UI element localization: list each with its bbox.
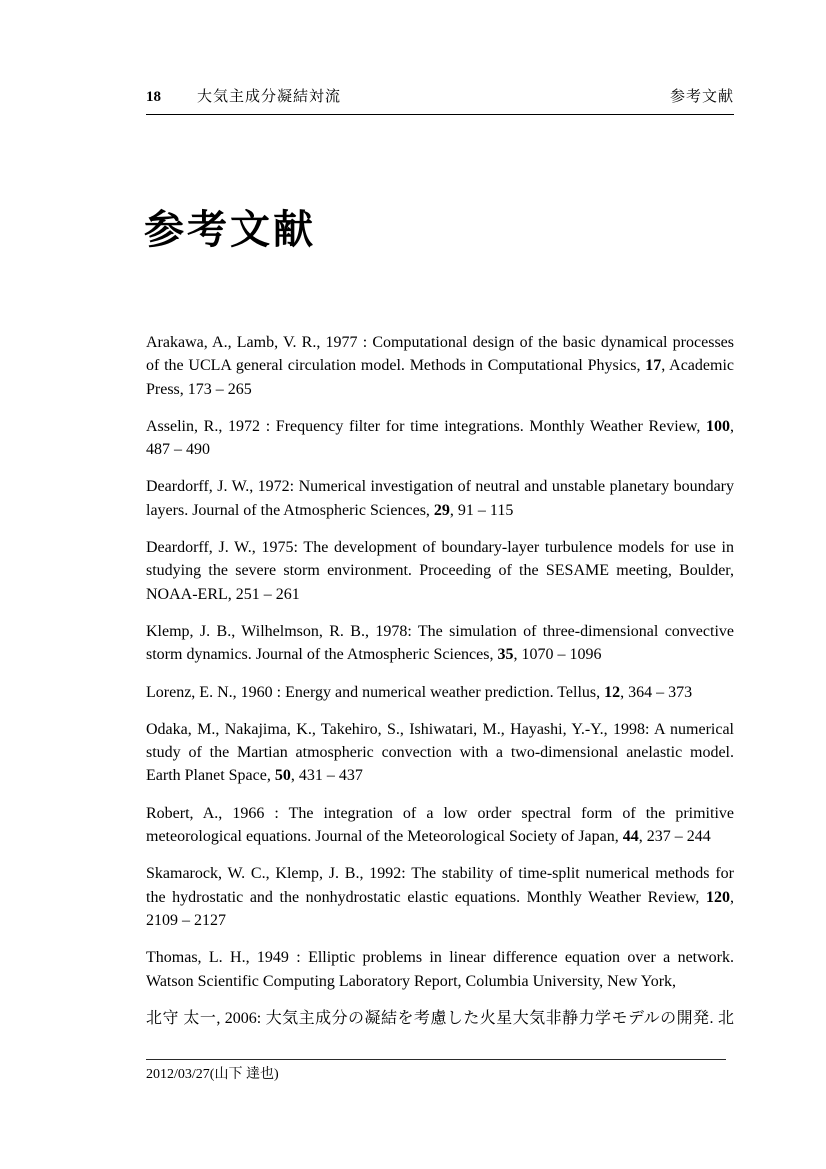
- page-number: 18: [146, 89, 161, 105]
- reference-text: , 1070 – 1096: [513, 646, 602, 664]
- reference-text: 北守 太一, 2006: 大気主成分の凝結を考慮した火星大気非静力学モデルの開発. 北: [146, 1009, 734, 1027]
- reference-entry: [146, 620, 734, 667]
- reference-text: Deardorff, J. W., 1975: The development of boundary-layer turbulence models for use in studying the severe storm environment. Proceeding of the SESAME meeting, Boulder, NOAA-ERL, 251 – 261: [146, 539, 734, 603]
- reference-text: , 364 – 373: [620, 683, 693, 701]
- reference-text: Deardorff, J. W., 1972: Numerical investigation of neutral and unstable planetary boundary layers. Journal of the Atmospheric Sciences,: [146, 478, 734, 519]
- chapter-title: 参考文献: [144, 208, 316, 252]
- reference-text: , 2109 – 2127: [146, 888, 734, 929]
- reference-entry: [146, 475, 734, 522]
- reference-entry: [146, 331, 734, 401]
- reference-text: Klemp, J. B., Wilhelmson, R. B., 1978: The simulation of three-dimensional convective storm dynamics. Journal of the Atmospheric Sciences,: [146, 622, 734, 664]
- reference-list: [146, 331, 734, 1030]
- reference-text: Arakawa, A., Lamb, V. R., 1977 : Computational design of the basic dynamical processes of the UCLA general circulation model. Methods in Computational Physics,: [146, 334, 734, 375]
- reference-text: Skamarock, W. C., Klemp, J. B., 1992: The stability of time-split numerical methods for the hydrostatic and the nonhydrostatic elastic equations. Monthly Weather Review,: [146, 865, 734, 906]
- reference-text: , 91 – 115: [449, 501, 514, 519]
- reference-text: Asselin, R., 1972 : Frequency filter for time integrations. Monthly Weather Review,: [146, 417, 706, 435]
- footer-rule: [146, 1059, 726, 1060]
- reference-text: Odaka, M., Nakajima, K., Takehiro, S., Ishiwatari, M., Hayashi, Y.-Y., 1998: A numerical study of the Martian atmospheric convection with a two-dimensional anelastic model. Earth Planet Space,: [146, 720, 734, 785]
- reference-entry: [146, 946, 734, 993]
- reference-entry: [146, 862, 734, 932]
- volume-number: 12: [604, 683, 621, 701]
- reference-text: , Academic Press, 173 – 265: [146, 357, 734, 398]
- running-header: [146, 88, 734, 106]
- volume-number: 44: [622, 828, 639, 846]
- volume-number: 35: [497, 646, 514, 664]
- reference-text: , 431 – 437: [290, 767, 363, 785]
- volume-number: 120: [706, 888, 730, 906]
- reference-text: Lorenz, E. N., 1960 : Energy and numerical weather prediction. Tellus,: [146, 683, 605, 701]
- reference-entry: [146, 681, 734, 704]
- reference-text: , 487 – 490: [146, 417, 734, 459]
- page-footer-date: 2012/03/27(山下 達也): [146, 1067, 279, 1082]
- reference-entry: [146, 415, 734, 462]
- reference-entry: [146, 802, 734, 849]
- header-rule: [146, 114, 734, 115]
- volume-number: 29: [433, 501, 450, 519]
- running-title-left: 大気主成分凝結対流: [197, 88, 342, 105]
- volume-number: 50: [274, 767, 291, 785]
- volume-number: 17: [645, 357, 662, 375]
- volume-number: 100: [706, 417, 730, 435]
- running-title-right: 参考文献: [669, 88, 734, 105]
- reference-text: Robert, A., 1966 : The integration of a low order spectral form of the primitive meteorological equations. Journal of the Meteorological Society of Japan,: [146, 804, 734, 846]
- reference-entry: [146, 536, 734, 606]
- reference-entry: [146, 1007, 734, 1030]
- reference-text: Thomas, L. H., 1949 : Elliptic problems in linear difference equation over a network. Watson Scientific Computing Laboratory Report, Columbia University, New York,: [146, 949, 734, 990]
- reference-text: , 237 – 244: [638, 828, 711, 846]
- reference-entry: [146, 718, 734, 788]
